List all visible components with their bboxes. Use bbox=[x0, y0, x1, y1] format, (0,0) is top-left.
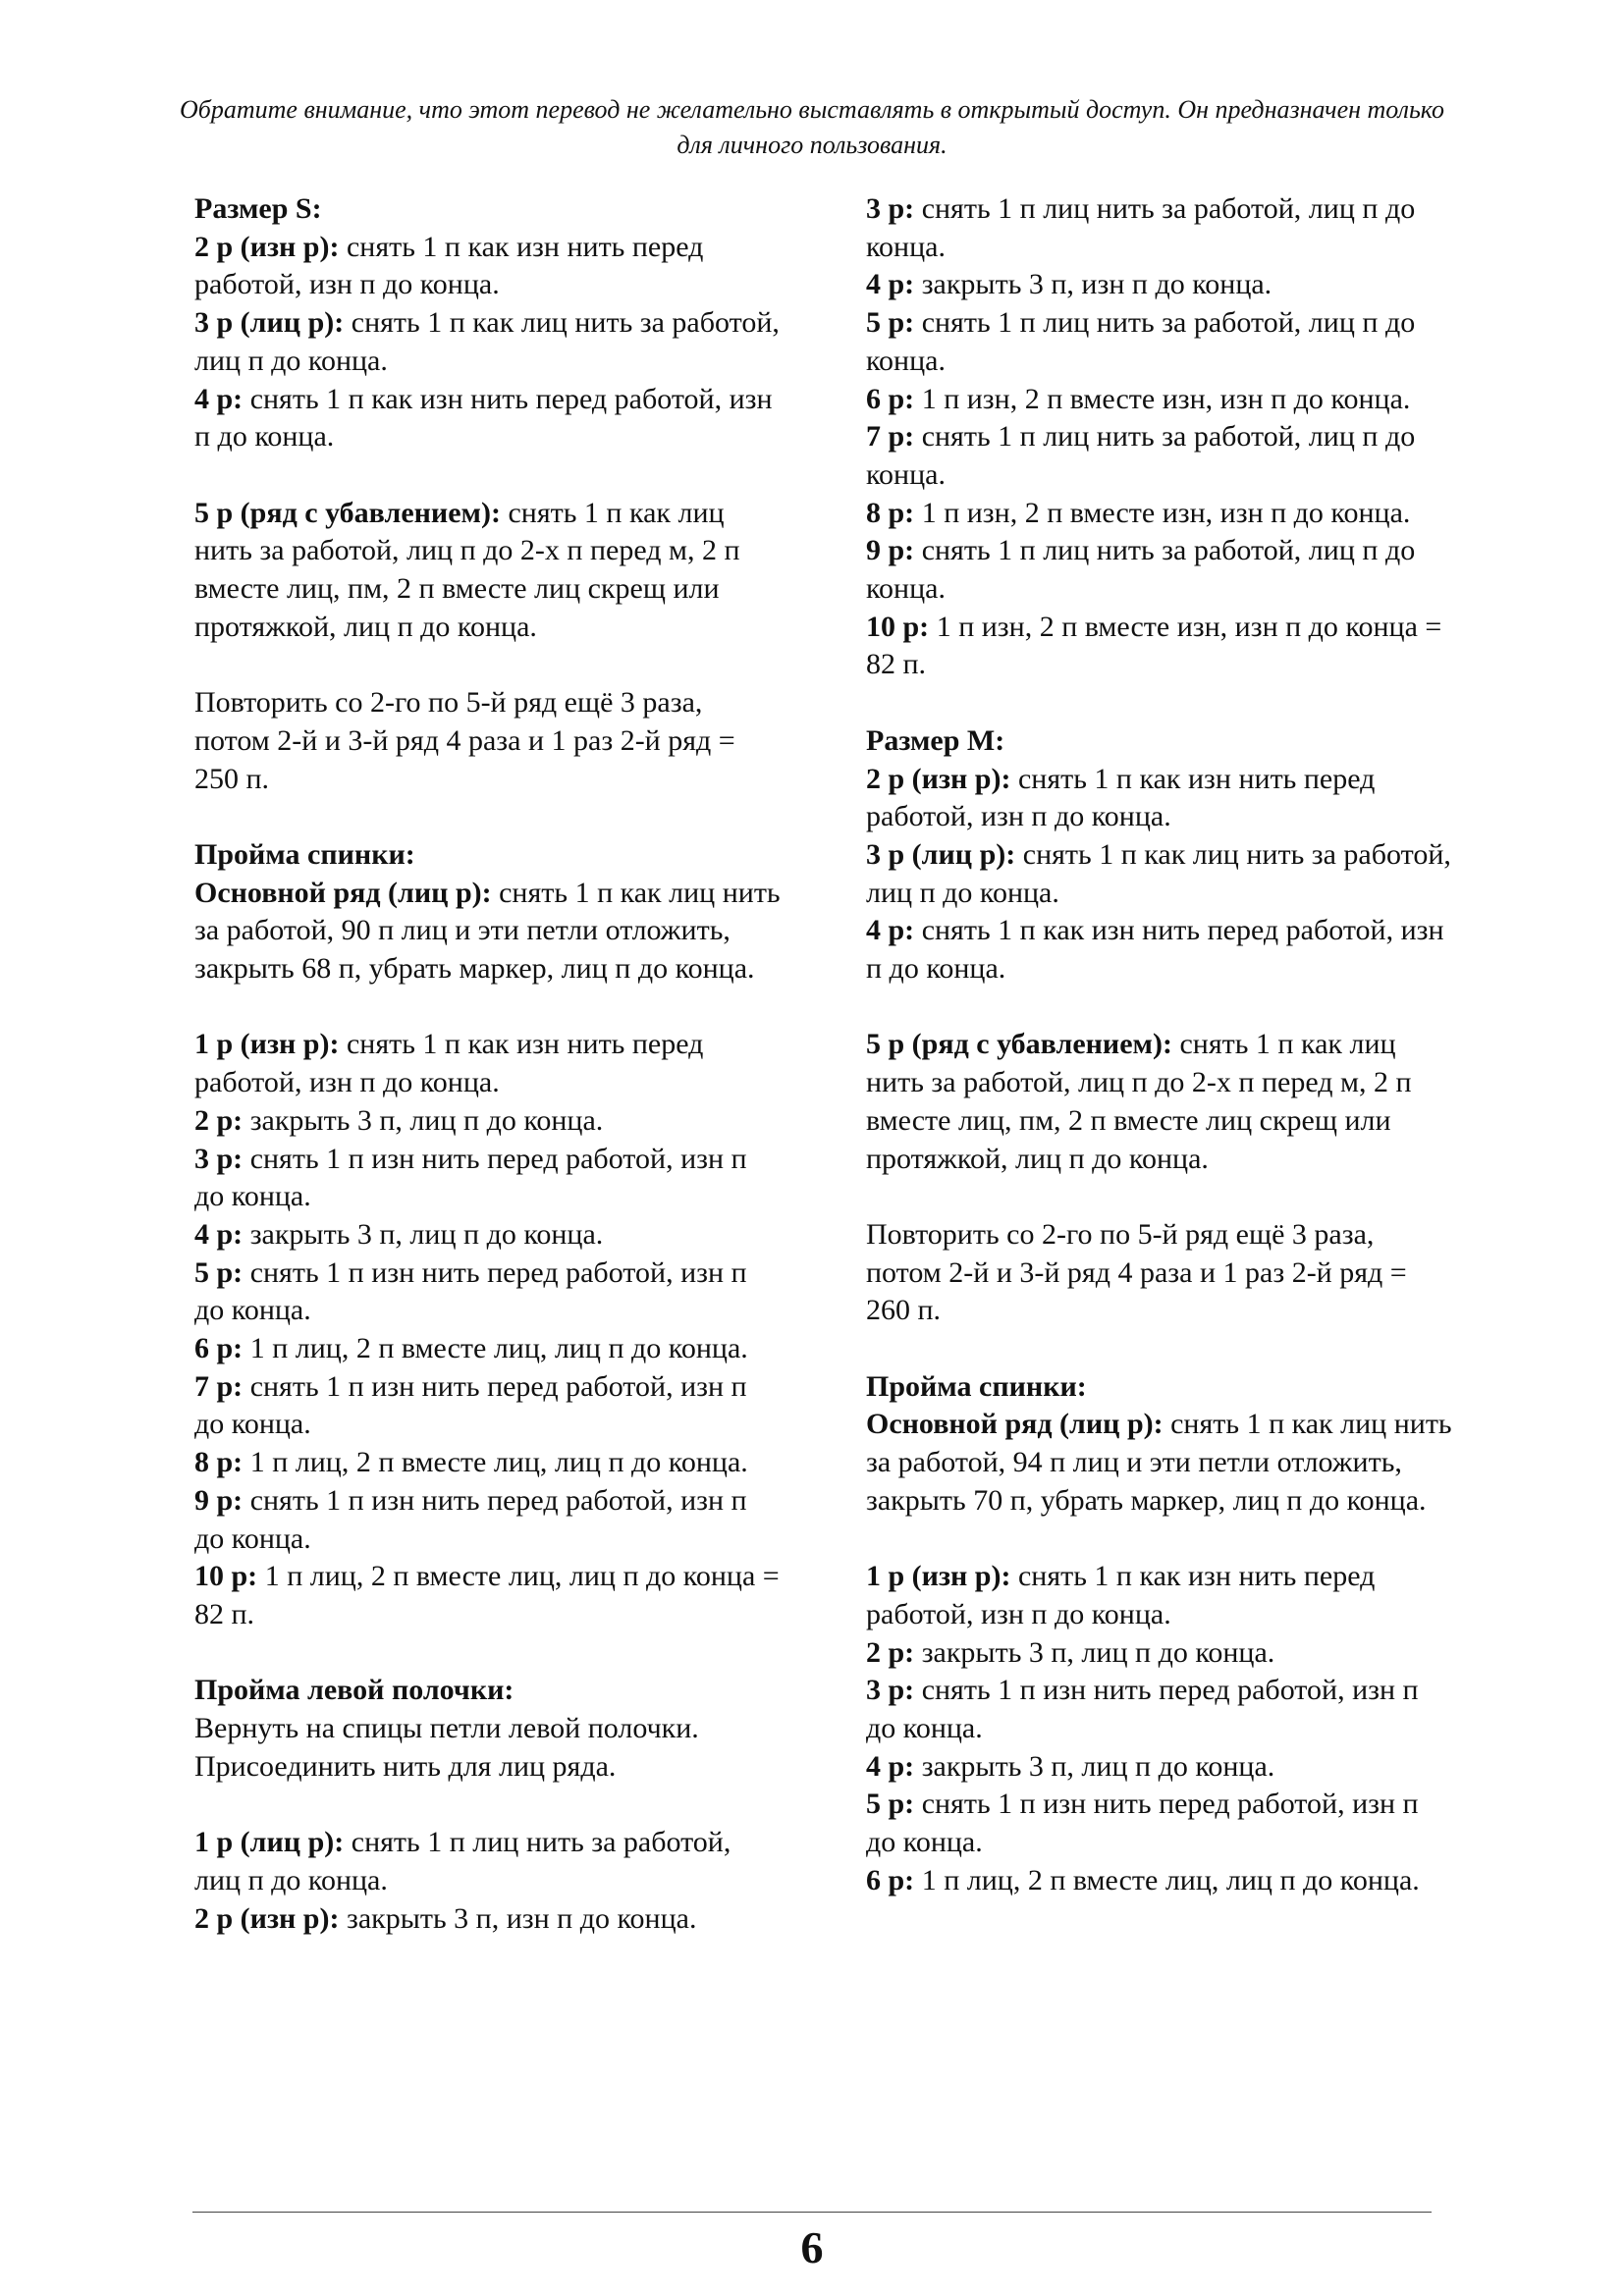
row-label: 7 р: bbox=[866, 420, 915, 454]
row-label: 2 р (изн р): bbox=[866, 762, 1011, 795]
row-label: 2 р: bbox=[866, 1635, 915, 1669]
instruction-line bbox=[866, 381, 1455, 419]
row-label: 8 р: bbox=[194, 1446, 244, 1479]
instruction-line bbox=[194, 1216, 784, 1255]
row-label: 5 р (ряд с убавлением): bbox=[194, 496, 501, 529]
instruction-line bbox=[866, 722, 1455, 761]
instruction-line bbox=[194, 1141, 784, 1216]
instruction-line bbox=[194, 190, 784, 229]
instruction-line bbox=[194, 1672, 784, 1710]
row-text: снять 1 п как изн нить перед работой, изн п до конца. bbox=[866, 762, 1376, 833]
row-label: 3 р: bbox=[866, 1674, 915, 1707]
row-text: снять 1 п как лиц нить за работой, лиц п до конца. bbox=[866, 837, 1451, 909]
instruction-line bbox=[194, 1368, 784, 1444]
row-text: снять 1 п как лиц нить за работой, 94 п лиц и эти петли отложить, закрыть 70 п, убрать маркер, лиц п до конца. bbox=[866, 1408, 1452, 1517]
row-text: закрыть 3 п, лиц п до конца. bbox=[914, 1749, 1275, 1783]
row-text: 1 п изн, 2 п вместе изн, изн п до конца = 82 п. bbox=[866, 610, 1442, 681]
row-text: закрыть 3 п, изн п до конца. bbox=[339, 1901, 697, 1935]
instruction-line bbox=[194, 1255, 784, 1330]
paragraph-gap bbox=[194, 1786, 784, 1824]
instruction-line bbox=[194, 1558, 784, 1633]
paragraph-gap bbox=[194, 798, 784, 836]
row-label: Пройма спинки: bbox=[194, 837, 415, 871]
paragraph-gap bbox=[194, 646, 784, 684]
paragraph-gap bbox=[194, 1634, 784, 1673]
paragraph-gap bbox=[866, 988, 1455, 1027]
row-label: Размер M: bbox=[866, 723, 1005, 757]
row-text: Повторить со 2-го по 5-й ряд ещё 3 раза, потом 2-й и 3-й ряд 4 раза и 1 раз 2-й ряд = 250 п. bbox=[194, 686, 735, 795]
paragraph-gap bbox=[866, 684, 1455, 722]
row-label: 10 р: bbox=[194, 1560, 258, 1593]
row-text: закрыть 3 п, лиц п до конца. bbox=[914, 1635, 1275, 1669]
instruction-line bbox=[866, 1748, 1455, 1787]
header-notice: Обратите внимание, что этот перевод не желательно выставлять в открытый доступ. Он предназначен только для личного пользования. bbox=[180, 95, 1444, 159]
instruction-line bbox=[866, 495, 1455, 533]
instruction-line bbox=[194, 304, 784, 380]
row-text: снять 1 п изн нить перед работой, изн п до конца. bbox=[194, 1369, 747, 1441]
row-text: 1 п лиц, 2 п вместе лиц, лиц п до конца. bbox=[243, 1332, 748, 1365]
row-text: Повторить со 2-го по 5-й ряд ещё 3 раза, потом 2-й и 3-й ряд 4 раза и 1 раз 2-й ряд = 260 п. bbox=[866, 1217, 1407, 1327]
instruction-line bbox=[194, 1330, 784, 1368]
row-label: 2 р: bbox=[194, 1103, 244, 1137]
row-text: закрыть 3 п, изн п до конца. bbox=[914, 268, 1272, 301]
row-label: 9 р: bbox=[866, 534, 915, 567]
instruction-line bbox=[866, 1406, 1455, 1520]
instruction-line bbox=[866, 418, 1455, 494]
row-label: 5 р: bbox=[866, 1788, 915, 1821]
instruction-line bbox=[194, 1026, 784, 1101]
row-text: снять 1 п как лиц нить за работой, 90 п лиц и эти петли отложить, закрыть 68 п, убрать маркер, лиц п до конца. bbox=[194, 876, 781, 986]
instruction-line bbox=[194, 1748, 784, 1787]
row-text: снять 1 п как изн нить перед работой, изн п до конца. bbox=[194, 230, 704, 301]
instruction-line bbox=[194, 836, 784, 875]
row-text: закрыть 3 п, лиц п до конца. bbox=[243, 1103, 604, 1137]
instruction-line bbox=[866, 836, 1455, 912]
instruction-line bbox=[866, 1026, 1455, 1178]
row-text: Вернуть на спицы петли левой полочки. bbox=[194, 1712, 699, 1745]
row-label: 3 р: bbox=[194, 1142, 244, 1175]
row-text: снять 1 п изн нить перед работой, изн п до конца. bbox=[194, 1142, 747, 1213]
row-text: снять 1 п изн нить перед работой, изн п до конца. bbox=[866, 1674, 1419, 1745]
instruction-line bbox=[866, 912, 1455, 988]
row-text: 1 п лиц, 2 п вместе лиц, лиц п до конца. bbox=[243, 1446, 748, 1479]
row-label: 3 р: bbox=[866, 192, 915, 225]
row-text: снять 1 п лиц нить за работой, лиц п до конца. bbox=[866, 534, 1416, 606]
row-label: 6 р: bbox=[194, 1332, 244, 1365]
row-label: 6 р: bbox=[866, 382, 915, 415]
row-text: закрыть 3 п, лиц п до конца. bbox=[243, 1217, 604, 1251]
row-text: снять 1 п лиц нить за работой, лиц п до конца. bbox=[194, 1826, 731, 1896]
instruction-line bbox=[194, 1482, 784, 1558]
row-label: 5 р: bbox=[866, 306, 915, 340]
instruction-line bbox=[194, 1900, 784, 1939]
row-text: снять 1 п как изн нить перед работой, изн п до конца. bbox=[194, 382, 773, 454]
row-text: снять 1 п лиц нить за работой, лиц п до конца. bbox=[866, 192, 1416, 263]
row-text: 1 п изн, 2 п вместе изн, изн п до конца. bbox=[914, 382, 1411, 415]
row-text: снять 1 п как изн нить перед работой, изн п до конца. bbox=[194, 1028, 704, 1099]
instruction-line bbox=[866, 1786, 1455, 1861]
row-text: Присоединить нить для лиц ряда. bbox=[194, 1749, 617, 1783]
row-text: 1 п лиц, 2 п вместе лиц, лиц п до конца = 82 п. bbox=[194, 1560, 780, 1630]
row-text: снять 1 п как лиц нить за работой, лиц п до конца. bbox=[194, 306, 780, 377]
instruction-line bbox=[866, 190, 1455, 266]
instruction-line bbox=[866, 1558, 1455, 1633]
instruction-line bbox=[194, 875, 784, 988]
instruction-line bbox=[866, 761, 1455, 836]
instruction-line bbox=[866, 1634, 1455, 1673]
row-label: 2 р (изн р): bbox=[194, 1901, 340, 1935]
paragraph-gap bbox=[866, 1330, 1455, 1368]
row-text: 1 п изн, 2 п вместе изн, изн п до конца. bbox=[914, 496, 1411, 529]
row-text: снять 1 п как лиц нить за работой, лиц п до 2-х п перед м, 2 п вместе лиц, пм, 2 п вместе лиц скрещ или протяжкой, лиц п до конца. bbox=[194, 496, 740, 643]
instruction-line bbox=[866, 532, 1455, 608]
instruction-line bbox=[194, 495, 784, 647]
row-text: снять 1 п лиц нить за работой, лиц п до конца. bbox=[866, 420, 1416, 491]
instruction-line bbox=[194, 1444, 784, 1482]
instruction-line bbox=[866, 1672, 1455, 1747]
row-label: 7 р: bbox=[194, 1369, 244, 1403]
row-label: 5 р: bbox=[194, 1255, 244, 1289]
instruction-line bbox=[866, 304, 1455, 380]
paragraph-gap bbox=[194, 988, 784, 1027]
row-text: снять 1 п лиц нить за работой, лиц п до конца. bbox=[866, 306, 1416, 377]
row-label: Пройма левой полочки: bbox=[194, 1674, 514, 1707]
row-label: 8 р: bbox=[866, 496, 915, 529]
row-label: 2 р (изн р): bbox=[194, 230, 340, 263]
row-label: 4 р: bbox=[194, 1217, 244, 1251]
row-label: Пройма спинки: bbox=[866, 1369, 1087, 1403]
row-label: 4 р: bbox=[866, 268, 915, 301]
row-text: снять 1 п как изн нить перед работой, изн п до конца. bbox=[866, 1560, 1376, 1630]
row-text: снять 1 п изн нить перед работой, изн п до конца. bbox=[866, 1788, 1419, 1859]
instruction-line bbox=[194, 1102, 784, 1141]
footer-divider bbox=[192, 2212, 1432, 2213]
row-label: 1 р (изн р): bbox=[866, 1560, 1011, 1593]
row-label: 4 р: bbox=[866, 914, 915, 947]
row-label: 9 р: bbox=[194, 1483, 244, 1517]
instruction-line bbox=[866, 1216, 1455, 1330]
row-label: 10 р: bbox=[866, 610, 930, 643]
page-number: 6 bbox=[800, 2222, 824, 2272]
instruction-line bbox=[866, 1368, 1455, 1407]
row-label: Размер S: bbox=[194, 192, 322, 225]
row-text: снять 1 п изн нить перед работой, изн п до конца. bbox=[194, 1483, 747, 1555]
paragraph-gap bbox=[194, 456, 784, 495]
row-label: 5 р (ряд с убавлением): bbox=[866, 1028, 1172, 1061]
row-label: 4 р: bbox=[194, 382, 244, 415]
paragraph-gap bbox=[866, 1521, 1455, 1559]
instruction-line bbox=[194, 229, 784, 304]
row-label: 3 р (лиц р): bbox=[194, 306, 345, 340]
row-text: снять 1 п как лиц нить за работой, лиц п до 2-х п перед м, 2 п вместе лиц, пм, 2 п вместе лиц скрещ или протяжкой, лиц п до конца. bbox=[866, 1028, 1412, 1175]
instruction-line bbox=[194, 684, 784, 798]
row-label: 1 р (лиц р): bbox=[194, 1826, 345, 1859]
instruction-line bbox=[866, 266, 1455, 304]
row-text: снять 1 п изн нить перед работой, изн п до конца. bbox=[194, 1255, 747, 1327]
instruction-line bbox=[194, 1824, 784, 1899]
right-column bbox=[866, 190, 1455, 1900]
row-label: 6 р: bbox=[866, 1863, 915, 1896]
row-label: Основной ряд (лиц р): bbox=[194, 876, 492, 909]
left-column bbox=[194, 190, 784, 1938]
row-label: 3 р (лиц р): bbox=[866, 837, 1016, 871]
instruction-line bbox=[194, 1710, 784, 1748]
row-label: 4 р: bbox=[866, 1749, 915, 1783]
instruction-line bbox=[866, 1862, 1455, 1900]
row-text: 1 п лиц, 2 п вместе лиц, лиц п до конца. bbox=[914, 1863, 1420, 1896]
row-label: 1 р (изн р): bbox=[194, 1028, 340, 1061]
paragraph-gap bbox=[866, 1178, 1455, 1216]
row-text: снять 1 п как изн нить перед работой, изн п до конца. bbox=[866, 914, 1444, 986]
row-label: Основной ряд (лиц р): bbox=[866, 1408, 1164, 1441]
instruction-line bbox=[194, 381, 784, 456]
instruction-line bbox=[866, 609, 1455, 684]
